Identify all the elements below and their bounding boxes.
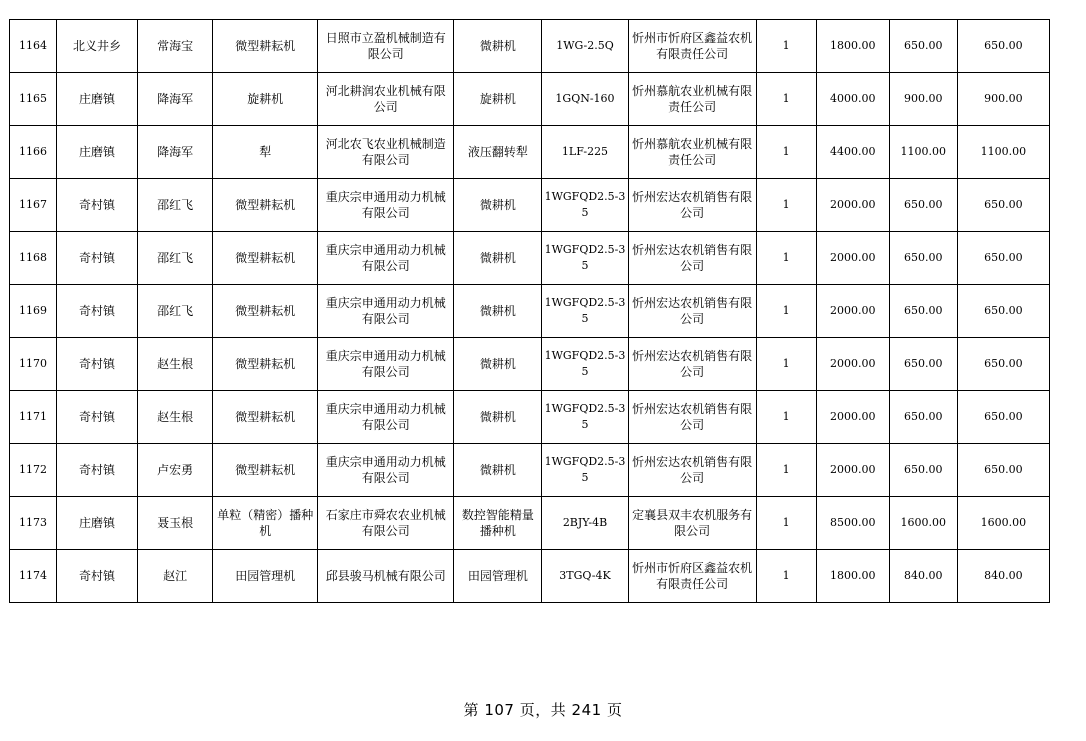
table-row — [10, 126, 1050, 179]
cell-applicant-name: 降海军 — [138, 126, 213, 179]
cell-model-number: 1WGFQD2.5-35 — [542, 179, 628, 232]
table-row — [10, 444, 1050, 497]
cell-applicant-name: 降海军 — [138, 73, 213, 126]
cell-dealer: 忻州宏达农机销售有限公司 — [628, 285, 756, 338]
cell-quantity: 1 — [756, 497, 816, 550]
cell-manufacturer: 石家庄市舜农农业机械有限公司 — [318, 497, 454, 550]
table-row — [10, 391, 1050, 444]
cell-dealer: 忻州慕航农业机械有限责任公司 — [628, 73, 756, 126]
cell-machine-category: 单粒（精密）播种机 — [213, 497, 318, 550]
cell-applicant-name: 聂玉根 — [138, 497, 213, 550]
cell-dealer: 忻州宏达农机销售有限公司 — [628, 391, 756, 444]
cell-row-index: 1171 — [10, 391, 57, 444]
table-row — [10, 73, 1050, 126]
cell-manufacturer: 河北耕润农业机械有限公司 — [318, 73, 454, 126]
cell-model-number: 1WGFQD2.5-35 — [542, 232, 628, 285]
cell-machine-category: 微型耕耘机 — [213, 444, 318, 497]
cell-model-number: 1WGFQD2.5-35 — [542, 391, 628, 444]
cell-applicant-name: 赵江 — [138, 550, 213, 603]
cell-applicant-name: 卢宏勇 — [138, 444, 213, 497]
cell-machine-category: 微型耕耘机 — [213, 232, 318, 285]
cell-total-subsidy: 650.00 — [957, 285, 1049, 338]
cell-product-name: 微耕机 — [454, 232, 542, 285]
cell-machine-category: 微型耕耘机 — [213, 285, 318, 338]
table-body — [10, 20, 1050, 603]
cell-dealer: 忻州宏达农机销售有限公司 — [628, 232, 756, 285]
cell-row-index: 1167 — [10, 179, 57, 232]
cell-township: 奇村镇 — [57, 550, 138, 603]
cell-manufacturer: 重庆宗申通用动力机械有限公司 — [318, 338, 454, 391]
cell-dealer: 忻州宏达农机销售有限公司 — [628, 179, 756, 232]
cell-subsidy-amount: 650.00 — [889, 179, 957, 232]
cell-model-number: 1WGFQD2.5-35 — [542, 285, 628, 338]
cell-subsidy-amount: 840.00 — [889, 550, 957, 603]
footer-suffix: 页 — [606, 701, 623, 719]
cell-township: 奇村镇 — [57, 391, 138, 444]
cell-applicant-name: 邵红飞 — [138, 179, 213, 232]
cell-township: 庄磨镇 — [57, 126, 138, 179]
cell-total-subsidy: 900.00 — [957, 73, 1049, 126]
cell-subsidy-amount: 1600.00 — [889, 497, 957, 550]
cell-applicant-name: 邵红飞 — [138, 285, 213, 338]
cell-product-name: 微耕机 — [454, 20, 542, 73]
cell-product-name: 数控智能精量播种机 — [454, 497, 542, 550]
cell-sale-price: 2000.00 — [816, 391, 889, 444]
cell-township: 庄磨镇 — [57, 73, 138, 126]
cell-total-subsidy: 650.00 — [957, 232, 1049, 285]
cell-product-name: 微耕机 — [454, 285, 542, 338]
cell-model-number: 1LF-225 — [542, 126, 628, 179]
cell-subsidy-amount: 650.00 — [889, 338, 957, 391]
cell-manufacturer: 重庆宗申通用动力机械有限公司 — [318, 179, 454, 232]
cell-model-number: 1WGFQD2.5-35 — [542, 444, 628, 497]
table-row — [10, 338, 1050, 391]
cell-quantity: 1 — [756, 550, 816, 603]
cell-total-subsidy: 650.00 — [957, 20, 1049, 73]
cell-row-index: 1168 — [10, 232, 57, 285]
cell-dealer: 定襄县双丰农机服务有限公司 — [628, 497, 756, 550]
cell-quantity: 1 — [756, 391, 816, 444]
cell-township: 庄磨镇 — [57, 497, 138, 550]
cell-total-subsidy: 650.00 — [957, 444, 1049, 497]
cell-dealer: 忻州市忻府区鑫益农机有限责任公司 — [628, 550, 756, 603]
cell-dealer: 忻州市忻府区鑫益农机有限责任公司 — [628, 20, 756, 73]
cell-township: 奇村镇 — [57, 179, 138, 232]
cell-sale-price: 2000.00 — [816, 179, 889, 232]
cell-applicant-name: 常海宝 — [138, 20, 213, 73]
cell-product-name: 旋耕机 — [454, 73, 542, 126]
cell-subsidy-amount: 650.00 — [889, 444, 957, 497]
cell-machine-category: 犁 — [213, 126, 318, 179]
cell-manufacturer: 重庆宗申通用动力机械有限公司 — [318, 444, 454, 497]
cell-product-name: 微耕机 — [454, 391, 542, 444]
cell-quantity: 1 — [756, 444, 816, 497]
cell-row-index: 1173 — [10, 497, 57, 550]
cell-quantity: 1 — [756, 126, 816, 179]
cell-model-number: 2BJY-4B — [542, 497, 628, 550]
cell-subsidy-amount: 900.00 — [889, 73, 957, 126]
cell-subsidy-amount: 1100.00 — [889, 126, 957, 179]
cell-model-number: 1WGFQD2.5-35 — [542, 338, 628, 391]
page-footer — [0, 699, 1086, 720]
cell-model-number: 3TGQ-4K — [542, 550, 628, 603]
cell-product-name: 田园管理机 — [454, 550, 542, 603]
cell-product-name: 微耕机 — [454, 444, 542, 497]
cell-quantity: 1 — [756, 338, 816, 391]
cell-total-subsidy: 1600.00 — [957, 497, 1049, 550]
cell-total-subsidy: 650.00 — [957, 179, 1049, 232]
cell-sale-price: 2000.00 — [816, 338, 889, 391]
cell-machine-category: 田园管理机 — [213, 550, 318, 603]
cell-total-subsidy: 840.00 — [957, 550, 1049, 603]
footer-middle: 页，共 — [519, 701, 567, 719]
cell-row-index: 1166 — [10, 126, 57, 179]
cell-sale-price: 1800.00 — [816, 550, 889, 603]
cell-township: 奇村镇 — [57, 285, 138, 338]
cell-row-index: 1170 — [10, 338, 57, 391]
cell-applicant-name: 邵红飞 — [138, 232, 213, 285]
cell-township: 奇村镇 — [57, 338, 138, 391]
cell-quantity: 1 — [756, 73, 816, 126]
cell-product-name: 液压翻转犁 — [454, 126, 542, 179]
cell-dealer: 忻州宏达农机销售有限公司 — [628, 338, 756, 391]
table-row — [10, 550, 1050, 603]
cell-model-number: 1WG-2.5Q — [542, 20, 628, 73]
cell-machine-category: 旋耕机 — [213, 73, 318, 126]
total-pages-number: 241 — [571, 701, 602, 719]
cell-subsidy-amount: 650.00 — [889, 232, 957, 285]
cell-applicant-name: 赵生根 — [138, 338, 213, 391]
cell-subsidy-amount: 650.00 — [889, 20, 957, 73]
cell-sale-price: 4000.00 — [816, 73, 889, 126]
cell-model-number: 1GQN-160 — [542, 73, 628, 126]
cell-manufacturer: 邱县骏马机械有限公司 — [318, 550, 454, 603]
cell-row-index: 1164 — [10, 20, 57, 73]
cell-township: 奇村镇 — [57, 232, 138, 285]
cell-machine-category: 微型耕耘机 — [213, 20, 318, 73]
subsidy-records-table — [9, 19, 1050, 603]
cell-sale-price: 1800.00 — [816, 20, 889, 73]
table-row — [10, 285, 1050, 338]
cell-row-index: 1165 — [10, 73, 57, 126]
cell-subsidy-amount: 650.00 — [889, 285, 957, 338]
cell-product-name: 微耕机 — [454, 338, 542, 391]
table-row — [10, 497, 1050, 550]
cell-machine-category: 微型耕耘机 — [213, 391, 318, 444]
cell-subsidy-amount: 650.00 — [889, 391, 957, 444]
cell-sale-price: 4400.00 — [816, 126, 889, 179]
cell-quantity: 1 — [756, 20, 816, 73]
cell-manufacturer: 重庆宗申通用动力机械有限公司 — [318, 391, 454, 444]
cell-machine-category: 微型耕耘机 — [213, 338, 318, 391]
cell-manufacturer: 重庆宗申通用动力机械有限公司 — [318, 285, 454, 338]
cell-product-name: 微耕机 — [454, 179, 542, 232]
cell-township: 北义井乡 — [57, 20, 138, 73]
cell-dealer: 忻州宏达农机销售有限公司 — [628, 444, 756, 497]
table-row — [10, 20, 1050, 73]
cell-row-index: 1172 — [10, 444, 57, 497]
table-row — [10, 232, 1050, 285]
cell-quantity: 1 — [756, 285, 816, 338]
table-row — [10, 179, 1050, 232]
current-page-number: 107 — [484, 701, 515, 719]
cell-total-subsidy: 650.00 — [957, 391, 1049, 444]
cell-township: 奇村镇 — [57, 444, 138, 497]
cell-manufacturer: 重庆宗申通用动力机械有限公司 — [318, 232, 454, 285]
footer-prefix: 第 — [463, 701, 480, 719]
cell-manufacturer: 河北农飞农业机械制造有限公司 — [318, 126, 454, 179]
cell-row-index: 1174 — [10, 550, 57, 603]
cell-quantity: 1 — [756, 179, 816, 232]
cell-row-index: 1169 — [10, 285, 57, 338]
cell-sale-price: 2000.00 — [816, 232, 889, 285]
cell-sale-price: 8500.00 — [816, 497, 889, 550]
cell-machine-category: 微型耕耘机 — [213, 179, 318, 232]
cell-total-subsidy: 1100.00 — [957, 126, 1049, 179]
cell-total-subsidy: 650.00 — [957, 338, 1049, 391]
cell-sale-price: 2000.00 — [816, 285, 889, 338]
cell-dealer: 忻州慕航农业机械有限责任公司 — [628, 126, 756, 179]
cell-sale-price: 2000.00 — [816, 444, 889, 497]
cell-manufacturer: 日照市立盈机械制造有限公司 — [318, 20, 454, 73]
cell-quantity: 1 — [756, 232, 816, 285]
cell-applicant-name: 赵生根 — [138, 391, 213, 444]
